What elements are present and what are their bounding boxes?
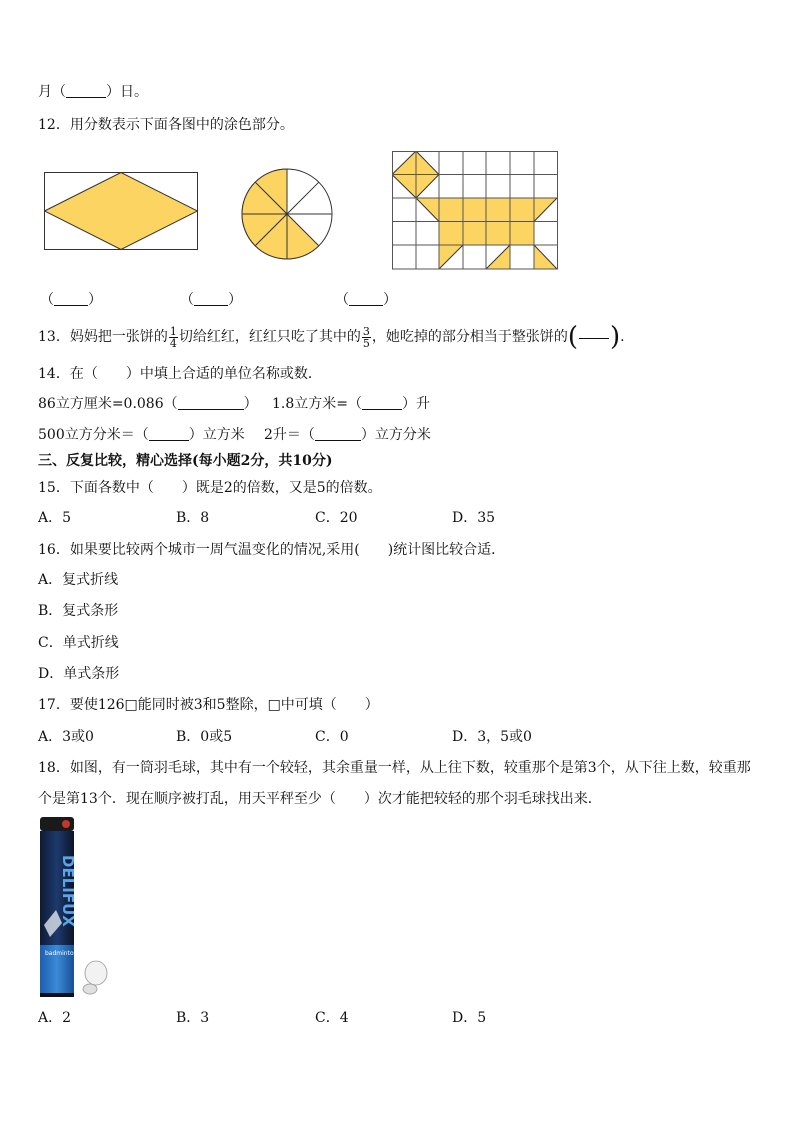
q16-option-c[interactable]: C．单式折线 (38, 635, 119, 651)
section-heading: 三、反复比较，精心选择(每小题2分，共10分) (38, 453, 333, 469)
q17-option-b[interactable]: B．0或5 (176, 729, 233, 745)
q14-row1b-pre: 1.8立方米=（ (272, 396, 362, 412)
circle-sectors-figure (240, 167, 334, 261)
q15-option-d[interactable]: D．35 (452, 510, 496, 526)
paren-close: ） (228, 292, 242, 308)
q15-text: 15．下面各数中（ ）既是2的倍数，又是5的倍数。 (38, 480, 382, 496)
q14-row2a (38, 425, 245, 445)
q14-row2a-pre: 500立方分米＝（ (38, 427, 149, 443)
q17-option-c[interactable]: C．0 (315, 729, 349, 745)
fraction-one-quarter (169, 326, 178, 349)
frac-num: 3 (362, 324, 370, 338)
q12-text: 12．用分数表示下面各图中的涂色部分。 (38, 117, 294, 133)
q18-option-a[interactable]: A．2 (38, 1010, 72, 1026)
q18-option-c[interactable]: C．4 (315, 1010, 349, 1026)
q16-option-a[interactable]: A．复式折线 (38, 572, 119, 588)
q14-row1a-post: ） (243, 396, 258, 412)
q14-row1b (272, 394, 430, 414)
answer-blank[interactable] (54, 291, 88, 306)
paren-close: ） (88, 292, 102, 308)
q15-option-b[interactable]: B．8 (176, 510, 210, 526)
frac-num: 1 (169, 324, 177, 338)
grid-shape-figure (392, 151, 559, 271)
tube-small-text: badminton (45, 950, 78, 957)
paren-open: （ (335, 292, 349, 308)
q18-option-d[interactable]: D．5 (452, 1010, 487, 1026)
q12-answer-1[interactable] (40, 290, 102, 310)
frac-den: 5 (362, 336, 370, 350)
q11-tail-post: ）日。 (106, 84, 148, 100)
q14-row2b (264, 425, 431, 445)
fraction-three-fifths (362, 326, 371, 349)
answer-blank[interactable] (349, 291, 383, 306)
q11-tail-pre: 月（ (38, 84, 66, 100)
answer-blank[interactable] (315, 426, 361, 441)
q12-answer-2[interactable] (180, 290, 242, 310)
q17-text: 17．要使126□能同时被3和5整除，□中可填（ ） (38, 697, 379, 713)
q14-row1a (38, 394, 258, 414)
q13-text (38, 324, 625, 350)
q15-option-a[interactable]: A．5 (38, 510, 72, 526)
answer-blank[interactable] (66, 83, 106, 98)
q14-row1a-pre: 86立方厘米=0.086（ (38, 396, 178, 412)
q18-line1: 18．如图，有一筒羽毛球，其中有一个较轻，其余重量一样，从上往下数，较重那个是第3个，从下往上数，较重那 (38, 760, 751, 776)
q14-row2b-pre: 2升＝（ (264, 427, 315, 443)
q16-text: 16．如果要比较两个城市一周气温变化的情况,采用( )统计图比较合适． (38, 542, 506, 558)
q16-option-b[interactable]: B．复式条形 (38, 603, 119, 619)
paren-close: ） (383, 292, 397, 308)
tube-brand-text: DELIFUX (59, 855, 77, 927)
q16-option-d[interactable]: D．单式条形 (38, 666, 120, 682)
frac-den: 4 (169, 336, 177, 350)
answer-blank[interactable] (362, 395, 402, 410)
q13-part1: 13．妈妈把一张饼的 (38, 329, 168, 345)
q17-option-d[interactable]: D．3，5或0 (452, 729, 532, 745)
answer-blank[interactable] (149, 426, 189, 441)
q11-tail (38, 82, 148, 102)
q13-part3: ，她吃掉的部分相当于整张饼的 (371, 329, 568, 345)
answer-blank[interactable] (194, 291, 228, 306)
q13-tail: . (620, 329, 625, 345)
paren-open: （ (180, 292, 194, 308)
q18-option-b[interactable]: B．3 (176, 1010, 210, 1026)
rectangle-rhombus-figure (44, 172, 198, 250)
fraction-answer-blank[interactable]: ( ) (567, 322, 621, 352)
q15-option-c[interactable]: C．20 (315, 510, 358, 526)
q12-answer-3[interactable] (335, 290, 397, 310)
paren-open: （ (40, 292, 54, 308)
badminton-tube-image (36, 815, 110, 999)
q17-option-a[interactable]: A．3或0 (38, 729, 94, 745)
q14-text: 14．在（ ）中填上合适的单位名称或数． (38, 366, 322, 382)
q18-line2: 个是第13个．现在顺序被打乱，用天平秤至少（ ）次才能把较轻的那个羽毛球找出来． (38, 791, 602, 807)
q14-row2b-post: ）立方分米 (360, 427, 431, 443)
q13-part2: 切给红红，红红只吃了其中的 (178, 329, 361, 345)
answer-blank[interactable] (178, 395, 244, 410)
q14-row2a-post: ）立方米 (188, 427, 245, 443)
q14-row1b-post: ）升 (402, 396, 430, 412)
